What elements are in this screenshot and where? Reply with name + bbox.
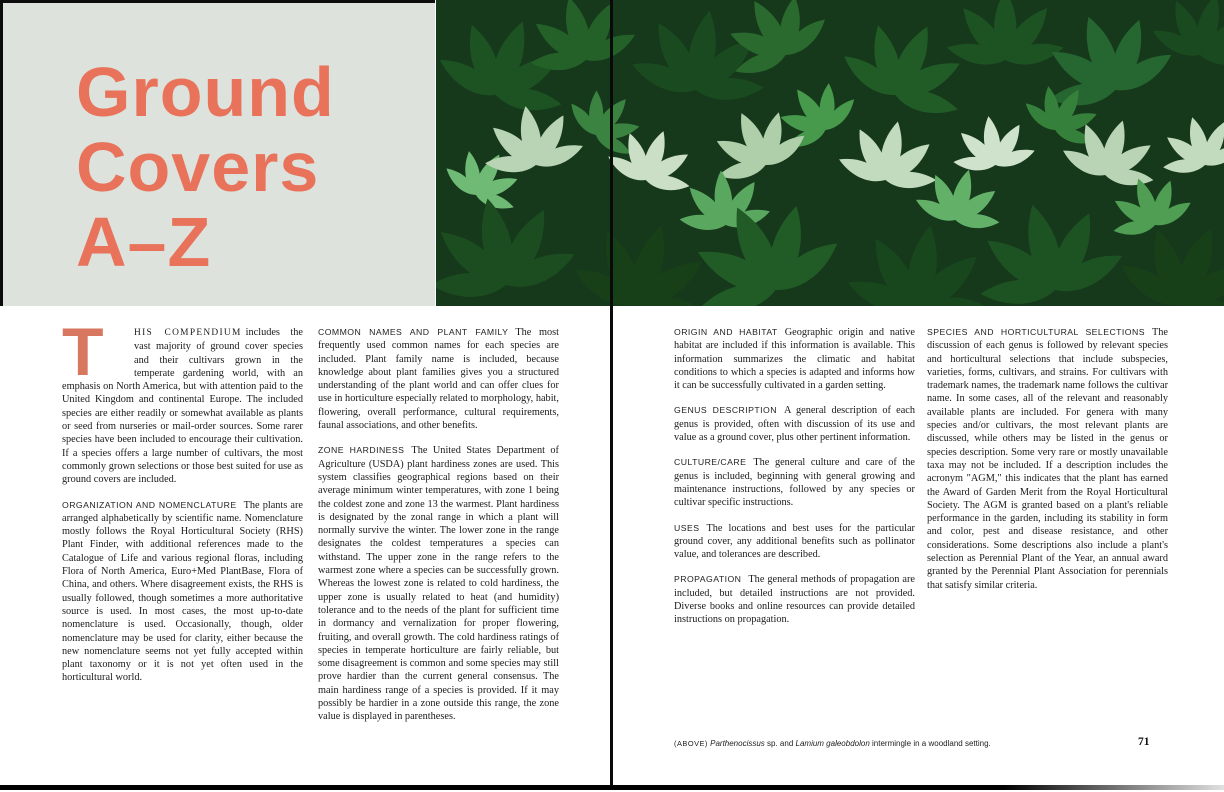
intro-section (62, 314, 303, 487)
title-line-1: Ground (76, 53, 335, 131)
title-block (0, 0, 435, 306)
section-body-text: Geographic origin and native habitat are included if this information is available. This information summarizes the climatic and habitat conditions to which a species is adapted and informs how it can be successfully cultivated in a garden setting. (674, 327, 916, 392)
caption-text: sp. and (764, 739, 796, 748)
section-body-text: The United States Department of Agriculture (USDA) plant hardiness zones are used. This system classifies geographical regions based on their average minimum winter temperatures, with zone 1 being the coldest zone and zone 13 the warmest. Plant hardiness is designated by the zonal range in which a plant will normally survive the winter. The lower zone in the range designates the coldest temperatures a species can withstand. The upper zone in the range refers to the warmest zone where a species can be successfully grown. Whereas the lowest zone is related to cold hardiness, the upper zone is usually related to heat (and humidity) tolerance and to the needs of the plant for sufficient time in dormancy and vernalization for proper flowering, fruiting, and overall growth. The cold hardiness ratings of species in temperate horticulture are fairly reliable, but some disagreement is common and some species may still prove hardier than the current general consensus. The main hardiness range of a species is provided. If it may possibly be hardier in a zone outside this range, the zone value is displayed in parentheses. (318, 445, 559, 723)
section-heading: COMMON NAMES AND PLANT FAMILY (318, 327, 509, 337)
column-1 (62, 314, 303, 697)
section-species-selections (927, 326, 1168, 592)
page-bottom-edge (0, 785, 1224, 790)
section-heading: USES (674, 522, 700, 533)
column-4 (927, 326, 1168, 604)
title-line-2: Covers (76, 128, 320, 206)
book-spine-divider (610, 0, 613, 790)
caption-label: (ABOVE) (674, 739, 708, 748)
section-heading: CULTURE/CARE (674, 457, 747, 468)
section-heading: SPECIES AND HORTICULTURAL SELECTIONS (927, 327, 1145, 337)
section-body-text: The general culture and care of the genus is included, beginning with general growing and maintenance instructions, followed by any species or cultivar specific instructions. (674, 457, 915, 509)
caption-text: intermingle in a woodland setting. (869, 739, 991, 748)
column-2 (318, 326, 559, 736)
section-zone-hardiness (318, 444, 559, 723)
intro-lead-smallcaps: HIS COMPENDIUM (134, 328, 242, 338)
section-body-text: The general methods of propagation are included, but detailed instructions are not provided. Diverse books and online resources can provide detailed instructions on propagation. (674, 574, 915, 626)
caption-species-2: Lamium galeobdolon (795, 739, 870, 748)
caption-species-1: Parthenocissus (707, 739, 765, 748)
section-body-text: A general description of each genus is provided, often with discussion of its use and value as a ground cover, plus other pertinent information. (674, 405, 916, 444)
foliage-photo (436, 0, 1224, 306)
section-uses (674, 522, 915, 562)
dropcap-letter: T (62, 314, 104, 390)
section-heading: ZONE HARDINESS (318, 445, 405, 456)
intro-body-text: includes the vast majority of ground cover species and their cultivars grown in the temperate gardening world, with an emphasis on North America, but with attention paid to the United Kingdom and continental Europe. The included species are either readily or somewhat available as plants or seed from nurseries or mail-order sources. Some rarer species have been included to encourage their cultivation. If a species offers a large number of cultivars, the most commonly grown selections or those best suited for use as ground covers are included. (62, 327, 303, 486)
section-common-names (318, 326, 559, 432)
section-culture-care (674, 456, 915, 509)
section-heading: PROPAGATION (674, 574, 742, 585)
section-body-text: The discussion of each genus is followed by relevant species and horticultural selections that include subspecies, varieties, forms, cultivars, and strains. For cultivars with trademark names, the trademark name follows the cultivar name. In some cases, all of the relevant and reasonably available plants are included. For genera with many species and/or cultivars, the most relevant plants are discussed, while others may be listed in the genus or species description. Some very rare or mostly unavailable taxa may not be included. If a description includes the acronym "AGM," this indicates that the plant has earned the Award of Garden Merit from the Royal Horticultural Society. The AGM is granted based on a plant's reliable performance in the garden, including its stability in form and color, pest and disease resistance, and other considerations. Some descriptions also include a plant's selection as Perennial Plant of the Year, an annual award granted by the Perennial Plant Association for perennials that satisfy similar criteria. (927, 327, 1168, 591)
section-body-text: The most frequently used common names for each species are included. Plant family name is included, because knowledge about plant families gives you a structured understanding of the plant world and can offer clues for use in horticulture especially related to morphology, habit, flowering, overall performance, cultural requirements, faunal associations, and other benefits. (318, 327, 560, 432)
section-body-text: The plants are arranged alphabetically by scientific name. Nomenclature mostly follows the Royal Horticultural Society (RHS) Plant Finder, with additional references made to the Catalogue of Life and various regional floras, including Flora of North America, Euro+Med PlantBase, Flora of China, and others. Where disagreement exists, the RHS is usually followed, though sometimes a more authoritative source is used. In most cases, the most up-to-date nomenclature is used. Occasionally, though, older nomenclature may be used for clarity, either because the new nomenclature seems not yet fully accepted within plant taxonomy or it is not yet often used in the horticultural world. (62, 499, 303, 684)
photo-caption (674, 739, 1154, 748)
section-body-text: The locations and best uses for the particular ground cover, any additional benefits such as pollinator value, and tolerances are described. (674, 522, 915, 561)
section-heading: ORGANIZATION AND NOMENCLATURE (62, 499, 237, 510)
page-title (76, 55, 335, 280)
section-propagation (674, 573, 915, 626)
title-line-3: A–Z (76, 203, 212, 281)
section-genus-description (674, 404, 915, 444)
section-heading: GENUS DESCRIPTION (674, 405, 777, 416)
column-3 (674, 326, 915, 639)
page-number: 71 (1138, 736, 1150, 748)
section-origin-habitat (674, 326, 915, 392)
section-organization-nomenclature (62, 499, 303, 685)
section-heading: ORIGIN AND HABITAT (674, 327, 778, 337)
